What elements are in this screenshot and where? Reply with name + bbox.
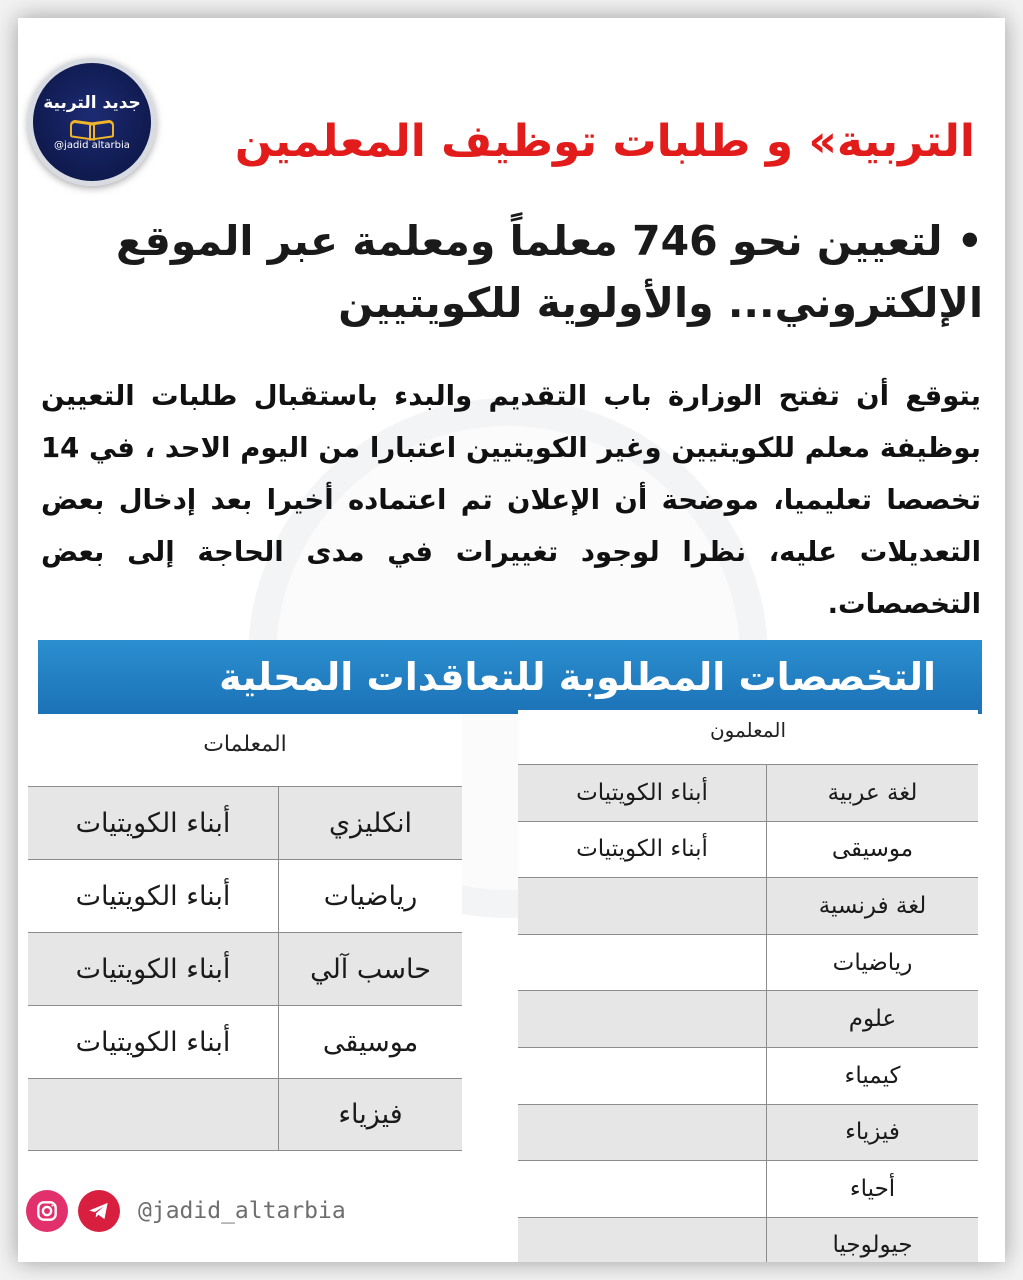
table-row [28, 1078, 462, 1151]
subject-cell: فيزياء [766, 1105, 978, 1161]
subject-cell: فيزياء [278, 1079, 462, 1150]
instagram-icon[interactable] [26, 1190, 68, 1232]
table-row [28, 859, 462, 932]
note-cell [518, 1218, 766, 1262]
note-cell: أبناء الكويتيات [576, 779, 708, 806]
table-row [28, 786, 462, 859]
subject-cell: حاسب آلي [278, 933, 462, 1005]
logo-handle: @jadid altarbia [54, 140, 130, 151]
subject-cell: علوم [766, 991, 978, 1047]
subject-cell: أحياء [766, 1161, 978, 1217]
table-row [518, 1047, 978, 1104]
headline: التربية» و طلبات توظيف المعلمين [234, 116, 975, 167]
subject-cell: رياضيات [766, 935, 978, 991]
table-header: المعلمات [203, 732, 287, 757]
subject-cell: كيمياء [766, 1048, 978, 1104]
note-cell: أبناء الكويتيات [75, 953, 231, 985]
banner-title: التخصصات المطلوبة للتعاقدات المحلية [219, 655, 936, 699]
table-header: المعلمون [709, 718, 787, 742]
subheadline: • لتعيين نحو 746 معلماً ومعلمة عبر الموقع الإلكتروني... والأولوية للكويتيين [115, 217, 983, 327]
table-row [28, 932, 462, 1005]
note-cell: أبناء الكويتيات [75, 1026, 231, 1058]
table-row [518, 1217, 978, 1262]
social-handle[interactable]: @jadid_altarbia [138, 1198, 346, 1224]
table-row [518, 764, 978, 821]
telegram-icon[interactable] [78, 1190, 120, 1232]
table-row [518, 990, 978, 1047]
note-cell [518, 1161, 766, 1217]
male-teachers-table [518, 710, 978, 1262]
article-paragraph: يتوقع أن تفتح الوزارة باب التقديم والبدء باستقبال طلبات التعيين بوظيفة معلم للكويتيين وغير الكويتيين اعتبارا من اليوم الاحد ، في 14 تخصصا تعليميا، موضحة أن الإعلان تم اعتماده أخيرا بعد إدخال بعض التعديلات عليه، نظرا لوجود تغييرات في مدى الحاجة إلى بعض التخصصات. [41, 380, 981, 620]
specialties-banner [38, 640, 982, 714]
subject-cell: موسيقى [278, 1006, 462, 1078]
note-cell [518, 1105, 766, 1161]
table-row [518, 1104, 978, 1161]
open-book-icon [69, 117, 115, 137]
subject-cell: موسيقى [766, 822, 978, 878]
subject-cell: لغة عربية [766, 765, 978, 821]
table-row [518, 877, 978, 934]
table-row [518, 934, 978, 991]
note-cell: أبناء الكويتيات [576, 836, 708, 863]
post-card [18, 18, 1005, 1262]
social-footer [26, 1190, 346, 1232]
note-cell: أبناء الكويتيات [75, 880, 231, 912]
subject-cell: لغة فرنسية [766, 878, 978, 934]
subject-cell: انكليزي [278, 787, 462, 859]
subject-cell: جيولوجيا [766, 1218, 978, 1262]
note-cell [518, 991, 766, 1047]
table-row [28, 1005, 462, 1078]
brand-logo[interactable] [28, 58, 156, 186]
note-cell [518, 935, 766, 991]
note-cell [28, 1079, 278, 1150]
subject-cell: رياضيات [278, 860, 462, 932]
table-row [518, 821, 978, 878]
note-cell [518, 878, 766, 934]
logo-title: جديد التربية [43, 93, 141, 113]
note-cell: أبناء الكويتيات [75, 807, 231, 839]
table-row [518, 1160, 978, 1217]
note-cell [518, 1048, 766, 1104]
female-teachers-table [28, 714, 462, 1151]
